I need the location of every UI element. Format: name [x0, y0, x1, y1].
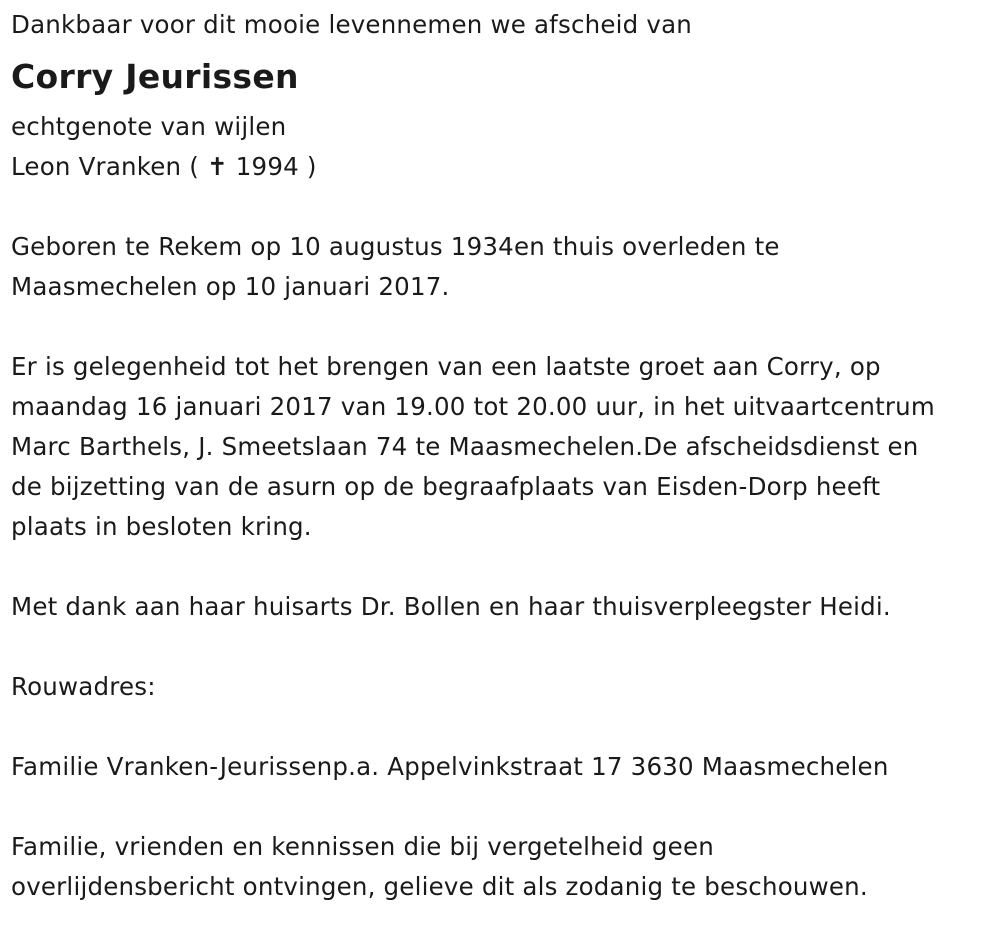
- closing-line-2: overlijdensbericht ontvingen, gelieve dit als zodanig te beschouwen.: [11, 872, 868, 901]
- ceremony-line-5: plaats in besloten kring.: [11, 512, 312, 541]
- birth-death-line-1: Geboren te Rekem op 10 augustus 1934en thuis overleden te: [11, 232, 780, 261]
- address-text: Familie Vranken-Jeurissenp.a. Appelvinkstraat 17 3630 Maasmechelen: [11, 752, 889, 781]
- obituary-notice: [11, 0, 996, 907]
- intro-text: Dankbaar voor dit mooie levennemen we afscheid van: [11, 10, 693, 39]
- spacer: [11, 707, 996, 747]
- spacer: [11, 627, 996, 667]
- thanks-text: Met dank aan haar huisarts Dr. Bollen en haar thuisverpleegster Heidi.: [11, 592, 891, 621]
- spouse-line-1: echtgenote van wijlen: [11, 112, 287, 141]
- deceased-name: Corry Jeurissen: [11, 57, 299, 96]
- ceremony-line-1: Er is gelegenheid tot het brengen van een laatste groet aan Corry, op: [11, 352, 881, 381]
- spouse-line-2: Leon Vranken ( ✝ 1994 ): [11, 152, 317, 181]
- closing-line-1: Familie, vrienden en kennissen die bij vergetelheid geen: [11, 832, 714, 861]
- birth-death-line-2: Maasmechelen op 10 januari 2017.: [11, 272, 450, 301]
- ceremony-line-3: Marc Barthels, J. Smeetslaan 74 te Maasmechelen.De afscheidsdienst en: [11, 432, 919, 461]
- spacer: [11, 307, 996, 347]
- address-label: Rouwadres:: [11, 672, 156, 701]
- spacer: [11, 547, 996, 587]
- ceremony-line-4: de bijzetting van de asurn op de begraafplaats van Eisden-Dorp heeft: [11, 472, 881, 501]
- ceremony-line-2: maandag 16 januari 2017 van 19.00 tot 20.00 uur, in het uitvaartcentrum: [11, 392, 935, 421]
- spacer: [11, 787, 996, 827]
- spacer: [11, 187, 996, 227]
